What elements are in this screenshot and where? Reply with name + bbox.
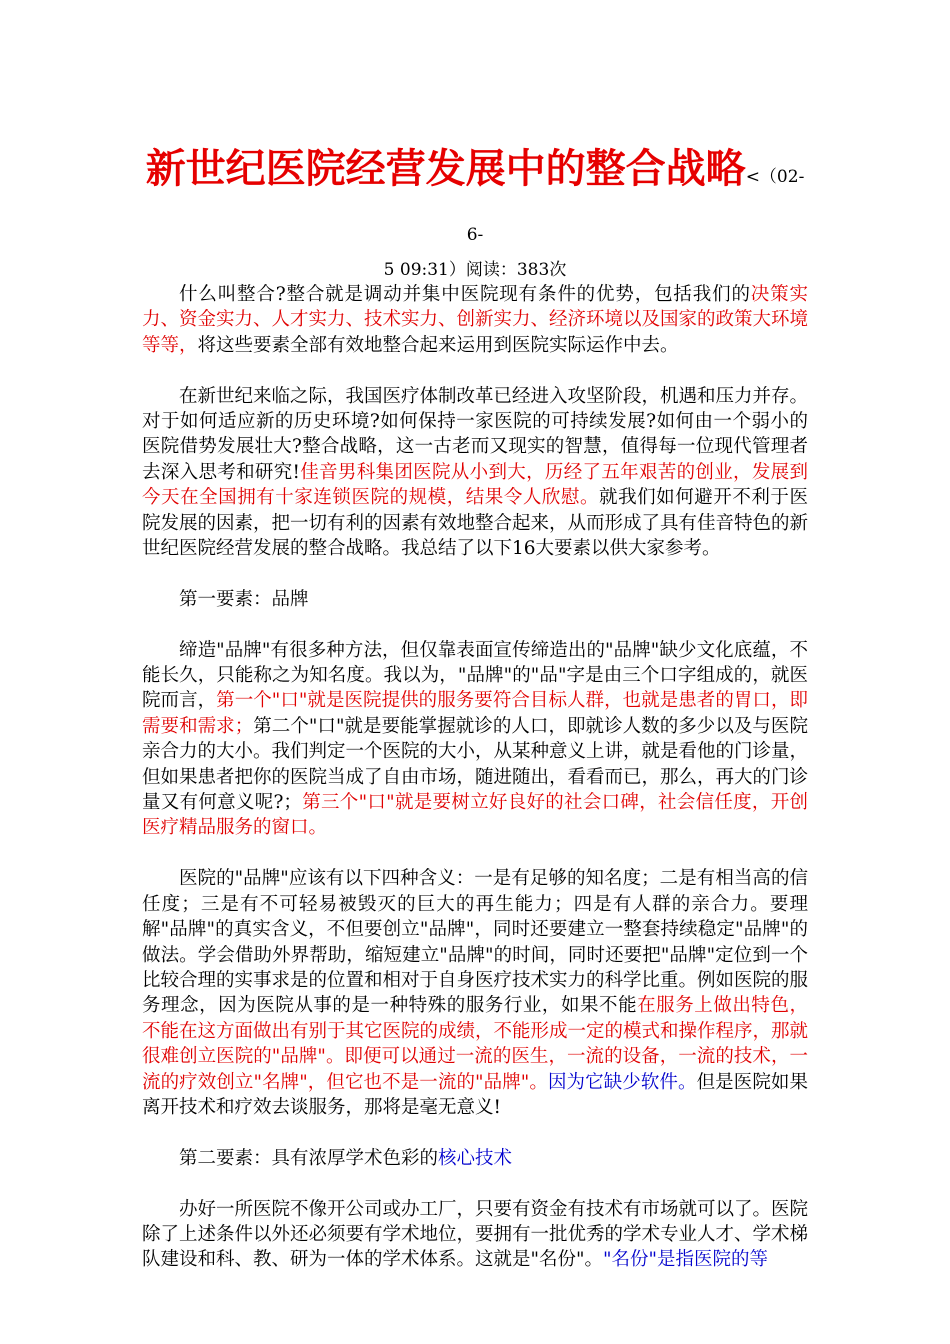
paragraph-brand-definition bbox=[142, 866, 808, 1120]
text-segment: 在新世纪来临之际，我国医疗体制改革已经进入攻坚阶段，机遇和压力并存。对于如何适应新的历史环境?如何保持一家医院的可持续发展?如何由一个弱小的医院借势发展壮大?整合战略，这一古老而又现实的智慧，值得每一位现代管理者去深入思考和研究! bbox=[142, 385, 809, 483]
paragraph-academic bbox=[142, 1197, 808, 1273]
article-body bbox=[142, 140, 808, 1273]
text-segment: 将这些要素全部有效地整合起来运用到医院实际运作中去。 bbox=[197, 334, 679, 356]
article-meta-line bbox=[142, 258, 808, 282]
article-meta-date-read-count: 5 09:31）阅读：383次 bbox=[383, 260, 567, 280]
heading-text: 第一要素：品牌 bbox=[179, 588, 309, 610]
paragraph-context bbox=[142, 384, 808, 562]
text-segment: 缔造"品牌"有很多种方法，但仅靠表面宣传缔造出的"品牌"缺少文化底蕴，不能长久，只能称之为知名度。我以为，"品牌"的"品"字是由三个口字组成的，就医院而言， bbox=[142, 639, 808, 712]
article-meta-date: <（02-6- bbox=[466, 167, 805, 245]
text-segment: 办好一所医院不像开公司或办工厂，只要有资金有技术有市场就可以了。医院除了上述条件以外还必须要有学术地位，要拥有一批优秀的学术专业人才、学术梯队建设和科、教、研为一体的学术体系。这就是"名份"。 bbox=[142, 1198, 809, 1271]
text-segment: 医院的"品牌"应该有以下四种含义：一是有足够的知名度；二是有相当高的信任度；三是有不可轻易被毁灭的巨大的再生能力；四是有人群的亲合力。要理解"品牌"的真实含义，不但要创立"品牌"，同时还要建立一整套持续稳定"品牌"的做法。学会借助外界帮助，缩短建立"品牌"的时间，同时还要把"品牌"定位到一个比较合理的实事求是的位置和相对于自身医疗技术实力的科学比重。例如医院的服务理念，因为医院从事的是一种特殊的服务行业，如果不能 bbox=[142, 868, 809, 1017]
section-heading-core-technology bbox=[142, 1146, 808, 1171]
text-segment: 第二个"口"就是要能掌握就诊的人口，即就诊人数的多少以及与医院亲合力的大小。我们判定一个医院的大小，从某种意义上讲，就是看他的门诊量，但如果患者把你的医院当成了自由市场，随进随出，看看而已，那么，再大的门诊量又有何意义呢?； bbox=[142, 715, 809, 814]
highlight-segment: 决策实力、资金实力、人才实力、技术实力、创新实力、经济环境以及国家的政策大环境等等， bbox=[142, 284, 809, 356]
highlight-segment: 在服务上做出特色，不能在这方面做出有别于其它医院的成绩，不能形成一定的模式和操作程序，那就很难创立医院的"品牌"。即便可以通过一流的医生，一流的设备，一流的技术，一流的疗效创立"名牌"，但它也不是一流的"品牌"。 bbox=[142, 995, 809, 1093]
article-title: 新世纪医院经营发展中的整合战略 bbox=[145, 145, 746, 192]
paragraph-brand-meaning bbox=[142, 638, 808, 841]
heading-text: 第二要素：具有浓厚学术色彩的 bbox=[179, 1147, 439, 1169]
highlight-segment: 佳音男科集团医院从小到大，历经了五年艰苦的创业，发展到今天在全国拥有十家连锁医院的规模，结果令人欣慰。 bbox=[142, 461, 808, 509]
text-segment: 但是医院如果离开技术和疗效去谈服务，那将是毫无意义! bbox=[142, 1071, 808, 1118]
paragraph-intro bbox=[142, 282, 808, 358]
text-segment: 就我们如何避开不利于医院发展的因素，把一切有利的因素有效地整合起来，从而形成了具有佳音特色的新世纪医院经营发展的整合战略。我总结了以下16大要素以供大家参考。 bbox=[142, 487, 809, 560]
link-segment: 核心技术 bbox=[438, 1147, 513, 1169]
section-heading-brand bbox=[142, 587, 808, 612]
link-segment: 因为它缺少软件。 bbox=[547, 1071, 697, 1093]
highlight-segment: 第一个"口"就是医院提供的服务要符合目标人群，也就是患者的胃口，即需要和需求； bbox=[142, 690, 808, 737]
text-segment: 什么叫整合?整合就是调动并集中医院现有条件的优势，包括我们的 bbox=[179, 284, 751, 305]
link-segment: "名份"是指医院的等 bbox=[603, 1249, 769, 1271]
highlight-segment: 第三个"口"就是要树立好良好的社会口碑，社会信任度，开创医疗精品服务的窗口。 bbox=[142, 792, 808, 839]
title-line bbox=[142, 140, 808, 264]
